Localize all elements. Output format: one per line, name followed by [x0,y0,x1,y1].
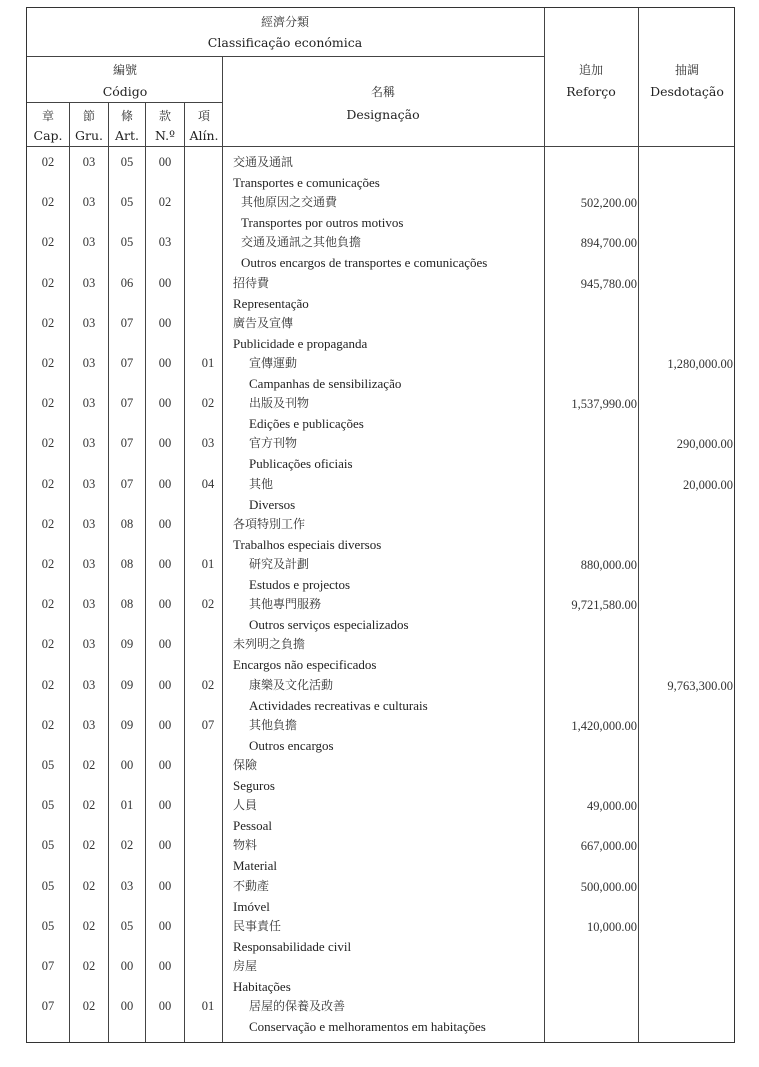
amount-reforco: 880,000.00 [580,558,637,572]
header-num-zh: 款 [158,109,172,123]
designation-zh: 交通及通訊之其他負擔 [241,235,362,249]
code-cap: 02 [41,316,55,330]
code-alin: 02 [201,597,215,611]
rule-v-gru [69,102,70,1042]
code-num: 00 [158,758,172,772]
header-art-zh: 條 [120,109,134,123]
rule-v-reforco [544,8,545,1042]
designation-zh: 未列明之負擔 [233,637,306,651]
code-num: 00 [158,356,172,370]
code-gru: 03 [82,316,96,330]
designation-zh: 不動產 [233,879,270,893]
code-art: 06 [120,276,134,290]
code-gru: 02 [82,919,96,933]
code-cap: 02 [41,155,55,169]
code-art: 07 [120,477,134,491]
code-gru: 03 [82,195,96,209]
code-gru: 03 [82,276,96,290]
code-art: 02 [120,838,134,852]
rule-v-num [145,102,146,1042]
code-art: 09 [120,678,134,692]
code-alin: 03 [201,436,215,450]
code-cap: 02 [41,477,55,491]
code-cap: 05 [41,758,55,772]
amount-desdotacao: 20,000.00 [683,478,733,492]
rule-header-bottom [27,146,734,147]
code-art: 05 [120,155,134,169]
code-gru: 03 [82,637,96,651]
header-desig-zh: 名稱 [370,85,396,99]
code-gru: 03 [82,678,96,692]
designation-pt: Seguros [233,778,275,793]
header-alin-pt: Alín. [189,128,219,143]
code-cap: 07 [41,999,55,1013]
header-econ-zh: 經濟分類 [260,15,310,29]
code-cap: 02 [41,637,55,651]
code-art: 05 [120,235,134,249]
code-gru: 03 [82,477,96,491]
designation-pt: Habitações [233,979,291,994]
amount-reforco: 500,000.00 [580,880,637,894]
code-gru: 03 [82,436,96,450]
code-num: 00 [158,798,172,812]
designation-pt: Actividades recreativas e culturais [249,698,428,713]
code-cap: 02 [41,718,55,732]
code-art: 07 [120,436,134,450]
amount-reforco: 502,200.00 [580,196,637,210]
amount-reforco: 9,721,580.00 [571,598,637,612]
designation-pt: Representação [233,296,309,311]
header-reforco-pt: Reforço [566,84,616,99]
designation-pt: Campanhas de sensibilização [249,376,402,391]
designation-pt: Material [233,858,278,873]
code-cap: 05 [41,879,55,893]
header-gru-pt: Gru. [75,128,103,143]
amount-desdotacao: 290,000.00 [676,437,733,451]
designation-zh: 其他負擔 [249,718,298,732]
rule-v-art [108,102,109,1042]
code-gru: 02 [82,999,96,1013]
designation-zh: 各項特別工作 [233,517,306,531]
code-cap: 05 [41,919,55,933]
code-art: 09 [120,637,134,651]
designation-pt: Outros encargos de transportes e comunicações [241,255,488,270]
amount-reforco: 894,700.00 [580,236,637,250]
code-num: 00 [158,919,172,933]
code-gru: 03 [82,597,96,611]
code-num: 00 [158,637,172,651]
code-gru: 02 [82,758,96,772]
code-art: 07 [120,356,134,370]
code-gru: 03 [82,155,96,169]
amount-reforco: 1,420,000.00 [571,719,637,733]
amount-reforco: 1,537,990.00 [571,397,637,411]
code-gru: 02 [82,879,96,893]
designation-pt: Outros encargos [249,738,334,753]
header-code-pt: Código [102,84,148,99]
code-num: 00 [158,557,172,571]
code-gru: 02 [82,798,96,812]
code-cap: 02 [41,557,55,571]
code-art: 07 [120,396,134,410]
code-gru: 03 [82,356,96,370]
header-cap-pt: Cap. [33,128,63,143]
code-num: 03 [158,235,172,249]
rule-v-desdotacao [638,8,639,1042]
code-cap: 02 [41,195,55,209]
code-num: 00 [158,276,172,290]
designation-zh: 居屋的保養及改善 [249,999,346,1013]
code-alin: 01 [201,999,215,1013]
code-art: 07 [120,316,134,330]
code-num: 00 [158,396,172,410]
code-art: 00 [120,758,134,772]
designation-zh: 人員 [233,798,258,812]
code-num: 00 [158,678,172,692]
designation-pt: Trabalhos especiais diversos [233,537,382,552]
code-art: 00 [120,999,134,1013]
designation-zh: 招待費 [233,276,270,290]
designation-zh: 其他原因之交通費 [241,195,338,209]
code-num: 00 [158,959,172,973]
header-art-pt: Art. [115,128,139,143]
header-reforco-zh: 追加 [578,63,604,77]
code-cap: 05 [41,798,55,812]
code-num: 00 [158,316,172,330]
designation-pt: Transportes e comunicações [233,175,380,190]
header-econ-pt: Classificação económica [207,35,363,50]
designation-zh: 康樂及文化活動 [249,678,334,692]
amount-reforco: 10,000.00 [587,920,637,934]
code-gru: 02 [82,838,96,852]
code-gru: 03 [82,517,96,531]
designation-zh: 房屋 [233,959,258,973]
amount-desdotacao: 1,280,000.00 [667,357,733,371]
rule-v-designacao [222,56,223,1042]
code-alin: 01 [201,557,215,571]
code-num: 00 [158,477,172,491]
designation-pt: Imóvel [233,899,270,914]
code-cap: 02 [41,396,55,410]
code-art: 03 [120,879,134,893]
code-art: 08 [120,557,134,571]
designation-zh: 廣告及宣傳 [233,316,294,330]
code-art: 09 [120,718,134,732]
code-art: 00 [120,959,134,973]
code-gru: 03 [82,557,96,571]
designation-zh: 保險 [233,758,258,772]
designation-zh: 交通及通訊 [233,155,294,169]
designation-pt: Responsabilidade civil [233,939,352,954]
designation-zh: 出版及刊物 [249,396,310,410]
code-cap: 02 [41,436,55,450]
code-art: 05 [120,919,134,933]
header-num-pt: N.º [155,128,175,143]
code-art: 08 [120,517,134,531]
code-gru: 02 [82,959,96,973]
header-desdotacao-zh: 抽調 [674,63,700,77]
code-cap: 02 [41,356,55,370]
header-cap-zh: 章 [41,109,55,123]
code-num: 00 [158,718,172,732]
designation-zh: 物料 [233,838,258,852]
code-gru: 03 [82,718,96,732]
rule-v-alin [184,102,185,1042]
rule-econ [27,56,544,57]
designation-zh: 其他 [249,477,274,491]
code-alin: 02 [201,678,215,692]
code-alin: 04 [201,477,215,491]
code-num: 00 [158,436,172,450]
header-code-zh: 編號 [112,63,138,77]
code-cap: 05 [41,838,55,852]
code-gru: 03 [82,396,96,410]
designation-zh: 官方刊物 [249,436,298,450]
code-num: 00 [158,517,172,531]
code-cap: 02 [41,678,55,692]
amount-reforco: 667,000.00 [580,839,637,853]
code-alin: 02 [201,396,215,410]
code-art: 05 [120,195,134,209]
designation-pt: Transportes por outros motivos [241,215,404,230]
designation-pt: Publicações oficiais [249,456,353,471]
code-cap: 02 [41,235,55,249]
designation-zh: 其他專門服務 [249,597,322,611]
amount-reforco: 49,000.00 [587,799,637,813]
designation-pt: Outros serviços especializados [249,617,409,632]
code-num: 00 [158,155,172,169]
code-alin: 07 [201,718,215,732]
designation-pt: Conservação e melhoramentos em habitações [249,1019,486,1034]
header-desig-pt: Designação [346,107,420,122]
designation-pt: Estudos e projectos [249,577,351,592]
amount-desdotacao: 9,763,300.00 [667,679,733,693]
designation-pt: Diversos [249,497,296,512]
code-num: 00 [158,597,172,611]
designation-pt: Edições e publicações [249,416,364,431]
designation-pt: Publicidade e propaganda [233,336,368,351]
header-gru-zh: 節 [82,109,96,123]
designation-pt: Encargos não especificados [233,657,377,672]
code-cap: 02 [41,597,55,611]
designation-zh: 民事責任 [233,919,282,933]
header-alin-zh: 項 [197,109,211,123]
code-cap: 07 [41,959,55,973]
code-num: 00 [158,838,172,852]
code-cap: 02 [41,276,55,290]
designation-pt: Pessoal [233,818,272,833]
code-num: 00 [158,999,172,1013]
code-num: 02 [158,195,172,209]
designation-zh: 宣傳運動 [249,356,298,370]
code-gru: 03 [82,235,96,249]
code-alin: 01 [201,356,215,370]
header-desdotacao-pt: Desdotação [650,84,724,99]
code-cap: 02 [41,517,55,531]
designation-zh: 研究及計劃 [249,557,310,571]
code-art: 08 [120,597,134,611]
code-art: 01 [120,798,134,812]
amount-reforco: 945,780.00 [580,277,637,291]
code-num: 00 [158,879,172,893]
rule-code [27,102,222,103]
